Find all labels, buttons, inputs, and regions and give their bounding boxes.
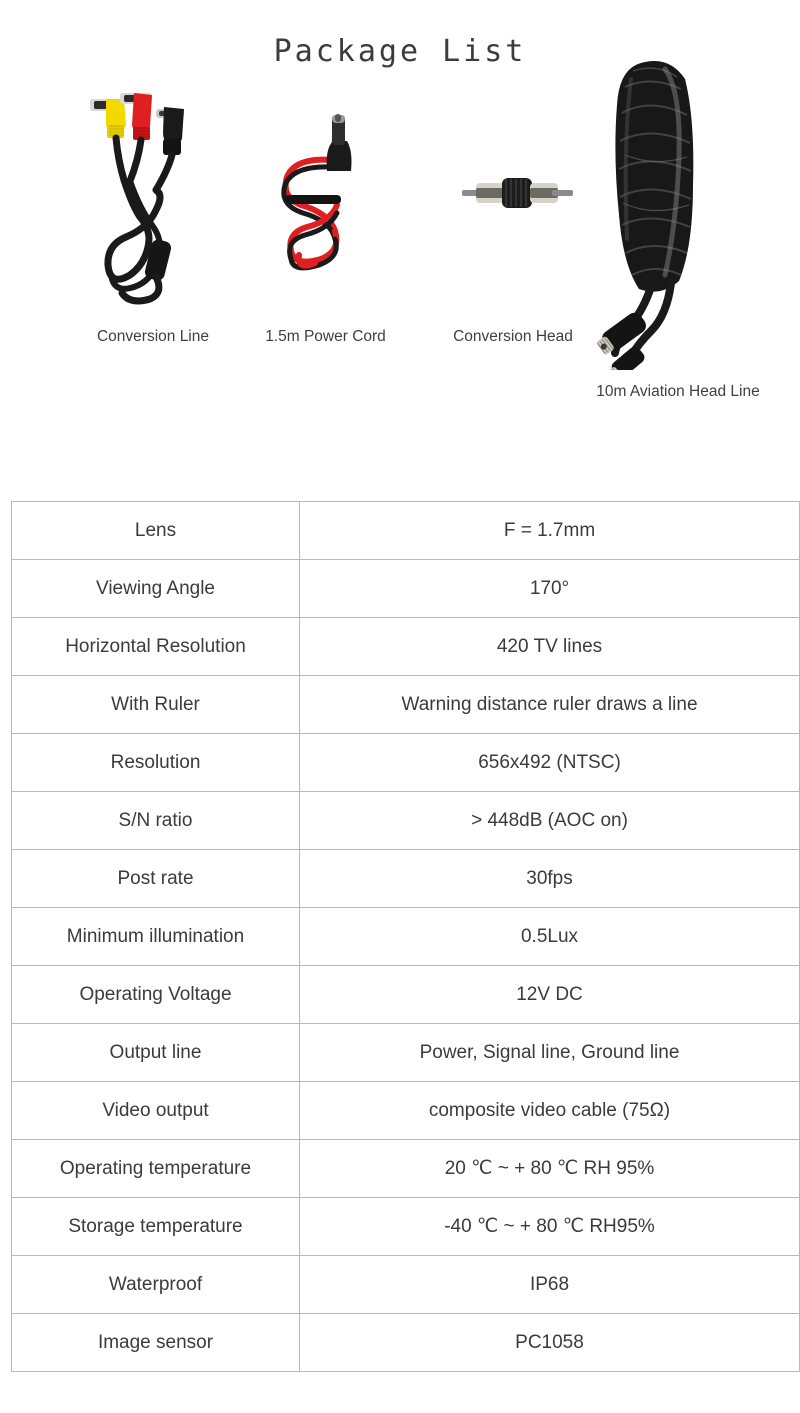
package-item-aviation-line (595, 35, 730, 365)
table-row (12, 560, 800, 618)
table-row (12, 1140, 800, 1198)
table-row (12, 1198, 800, 1256)
spec-key-cell: Operating Voltage (12, 966, 300, 1024)
table-row (12, 792, 800, 850)
table-row (12, 1082, 800, 1140)
spec-key-cell: Post rate (12, 850, 300, 908)
spec-key-cell: Operating temperature (12, 1140, 300, 1198)
spec-value-cell: IP68 (300, 1256, 800, 1314)
spec-key-cell: Video output (12, 1082, 300, 1140)
spec-key-cell: Minimum illumination (12, 908, 300, 966)
spec-value-cell: F = 1.7mm (300, 502, 800, 560)
table-row (12, 908, 800, 966)
package-item-conversion-head (460, 170, 575, 220)
spec-key-cell: With Ruler (12, 676, 300, 734)
package-item-power-cord (255, 105, 400, 285)
spec-value-cell: 170° (300, 560, 800, 618)
spec-key-cell: Output line (12, 1024, 300, 1082)
spec-value-cell: 12V DC (300, 966, 800, 1024)
table-row (12, 618, 800, 676)
spec-value-cell: 420 TV lines (300, 618, 800, 676)
table-row (12, 1024, 800, 1082)
table-row (12, 676, 800, 734)
table-row (12, 734, 800, 792)
table-row (12, 502, 800, 560)
package-label-conversion-line: Conversion Line (96, 328, 209, 345)
spec-value-cell: 30fps (300, 850, 800, 908)
spec-value-cell: Warning distance ruler draws a line (300, 676, 800, 734)
table-row (12, 1314, 800, 1372)
specification-table (11, 501, 800, 1372)
av-conversion-cable-icon (60, 85, 245, 315)
spec-value-cell: composite video cable (75Ω) (300, 1082, 800, 1140)
aviation-extension-cable-icon (595, 35, 730, 370)
package-label-power-cord: 1.5m Power Cord (265, 328, 386, 345)
spec-key-cell: Storage temperature (12, 1198, 300, 1256)
package-label-conversion-head: Conversion Head (453, 328, 573, 345)
spec-value-cell: > 448dB (AOC on) (300, 792, 800, 850)
table-row (12, 966, 800, 1024)
table-row (12, 850, 800, 908)
spec-key-cell: Horizontal Resolution (12, 618, 300, 676)
dc-power-cord-icon (255, 105, 400, 290)
spec-value-cell: -40 ℃ ~ + 80 ℃ RH95% (300, 1198, 800, 1256)
spec-value-cell: PC1058 (300, 1314, 800, 1372)
rca-coupler-icon (460, 170, 575, 222)
spec-key-cell: Resolution (12, 734, 300, 792)
spec-key-cell: Waterproof (12, 1256, 300, 1314)
table-row (12, 1256, 800, 1314)
package-list-section (0, 0, 800, 470)
spec-value-cell: 20 ℃ ~ + 80 ℃ RH 95% (300, 1140, 800, 1198)
spec-value-cell: Power, Signal line, Ground line (300, 1024, 800, 1082)
package-label-aviation-line: 10m Aviation Head Line (596, 383, 760, 400)
package-item-conversion-line (60, 85, 245, 315)
spec-value-cell: 0.5Lux (300, 908, 800, 966)
specification-table-body (12, 502, 800, 1372)
page-title: Package List (273, 34, 527, 69)
spec-key-cell: S/N ratio (12, 792, 300, 850)
spec-key-cell: Image sensor (12, 1314, 300, 1372)
spec-value-cell: 656x492 (NTSC) (300, 734, 800, 792)
spec-key-cell: Lens (12, 502, 300, 560)
spec-key-cell: Viewing Angle (12, 560, 300, 618)
